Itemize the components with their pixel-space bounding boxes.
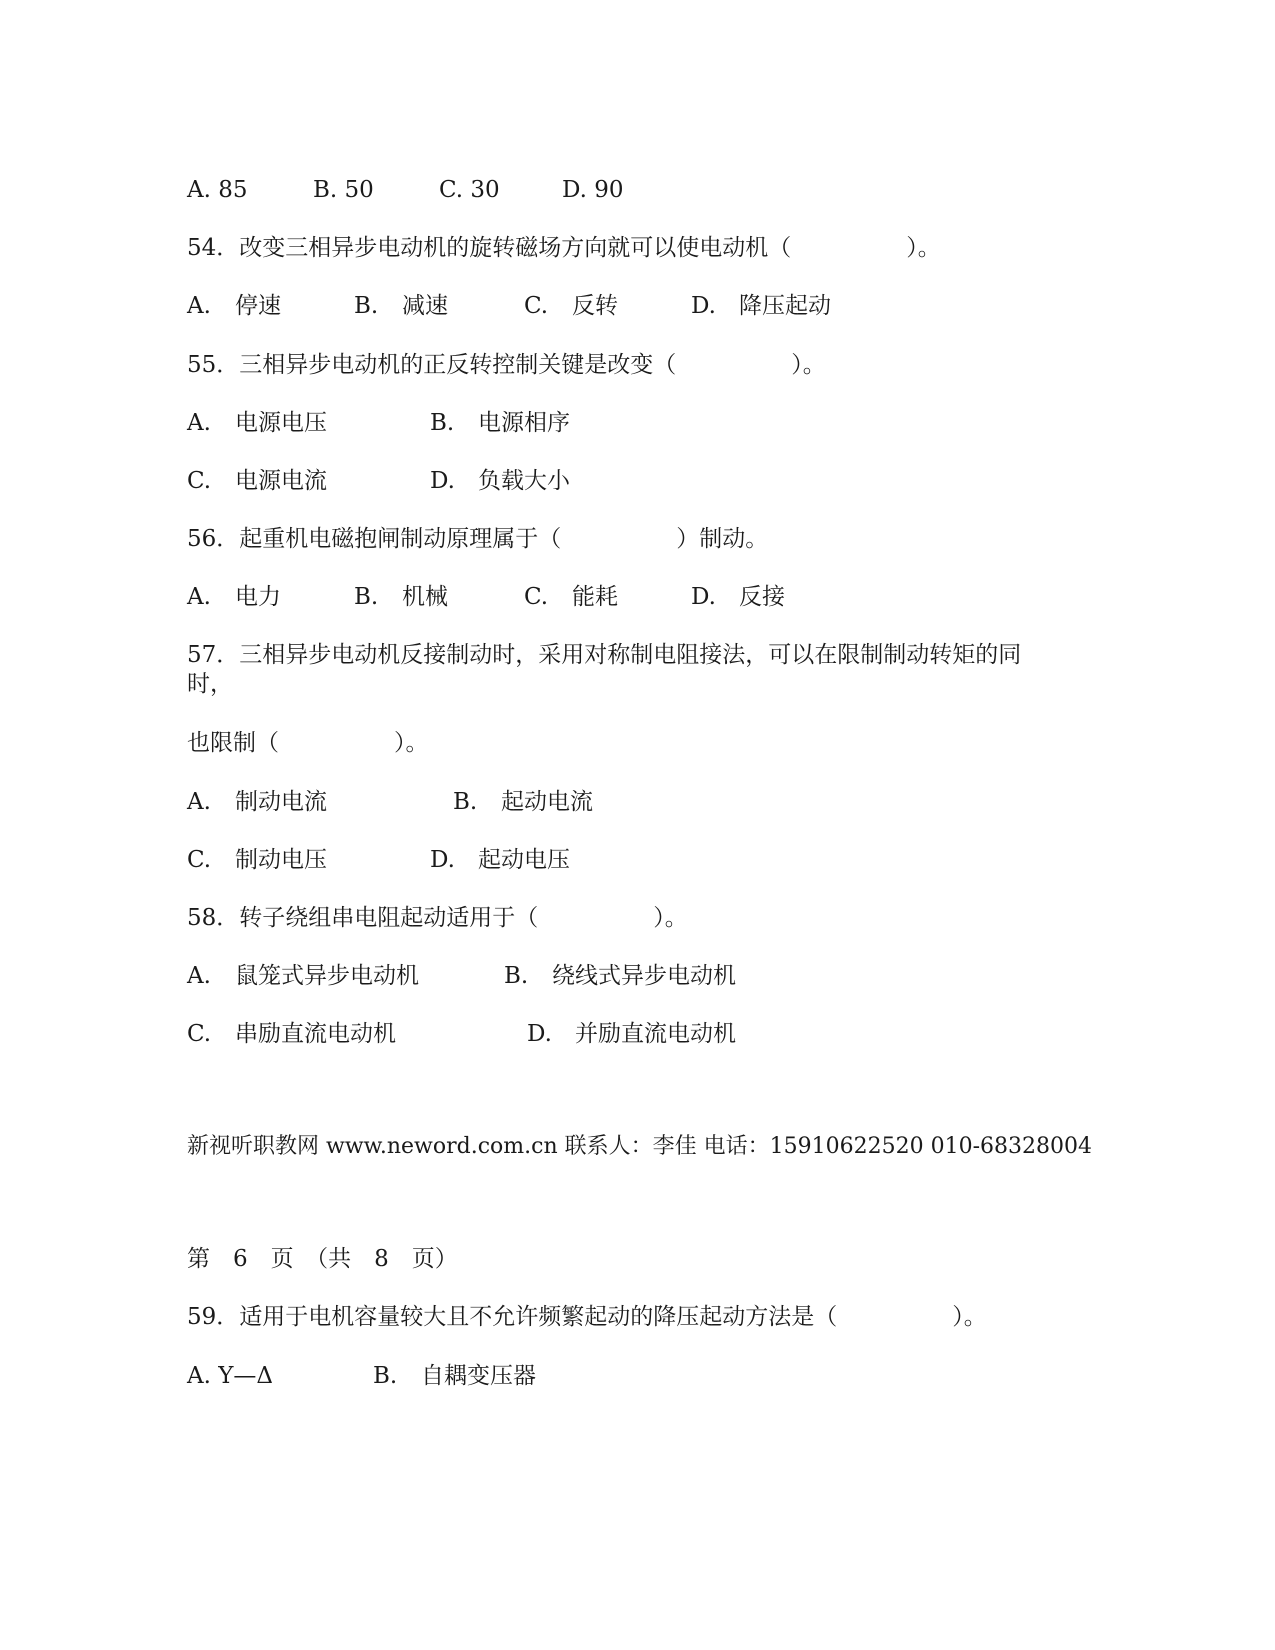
option-c: C. 串励直流电动机 — [187, 1021, 396, 1047]
option-c: C. 电源电流 — [187, 468, 327, 494]
question-59: 59．适用于电机容量较大且不允许频繁起动的降压起动方法是（ ）。 — [187, 1304, 987, 1330]
page-number: 第 6 页 （共 8 页） — [187, 1246, 458, 1272]
option-b: B. 机械 — [354, 584, 448, 610]
option-a: A. 电力 — [187, 584, 281, 610]
option-a: A. 鼠笼式异步电动机 — [187, 963, 419, 989]
option-a: A. 停速 — [187, 293, 281, 319]
option-b: B. 50 — [313, 177, 374, 203]
option-b: B. 减速 — [354, 293, 448, 319]
question-57-line2: 时， — [187, 671, 233, 697]
question-58: 58．转子绕组串电阻起动适用于（ ）。 — [187, 905, 688, 931]
option-a: A. 制动电流 — [187, 789, 327, 815]
option-d: D. 并励直流电动机 — [527, 1021, 736, 1047]
option-c: C. 反转 — [524, 293, 618, 319]
footer-contact: 新视听职教网 www.neword.com.cn 联系人：李佳 电话：15910622520 010-68328004 — [187, 1134, 1092, 1159]
question-57-line1: 57．三相异步电动机反接制动时，采用对称制电阻接法，可以在限制制动转矩的同 — [187, 642, 1022, 668]
option-a: A. 电源电压 — [187, 410, 327, 436]
option-d: D. 起动电压 — [430, 847, 570, 873]
question-54: 54．改变三相异步电动机的旋转磁场方向就可以使电动机（ ）。 — [187, 235, 941, 261]
option-b: B. 电源相序 — [430, 410, 570, 436]
option-a: A. Y—Δ — [187, 1363, 274, 1389]
option-c: C. 能耗 — [524, 584, 618, 610]
question-56: 56．起重机电磁抱闸制动原理属于（ ）制动。 — [187, 526, 769, 552]
option-d: D. 负载大小 — [430, 468, 570, 494]
option-d: D. 90 — [562, 177, 624, 203]
option-c: C. 30 — [439, 177, 500, 203]
option-b: B. 起动电流 — [453, 789, 593, 815]
option-c: C. 制动电压 — [187, 847, 327, 873]
option-d: D. 反接 — [691, 584, 785, 610]
question-57-line3: 也限制（ ）。 — [187, 730, 429, 756]
option-b: B. 绕线式异步电动机 — [504, 963, 736, 989]
option-b: B. 自耦变压器 — [373, 1363, 536, 1389]
question-55: 55．三相异步电动机的正反转控制关键是改变（ ）。 — [187, 352, 826, 378]
option-a: A. 85 — [187, 177, 248, 203]
option-d: D. 降压起动 — [691, 293, 831, 319]
